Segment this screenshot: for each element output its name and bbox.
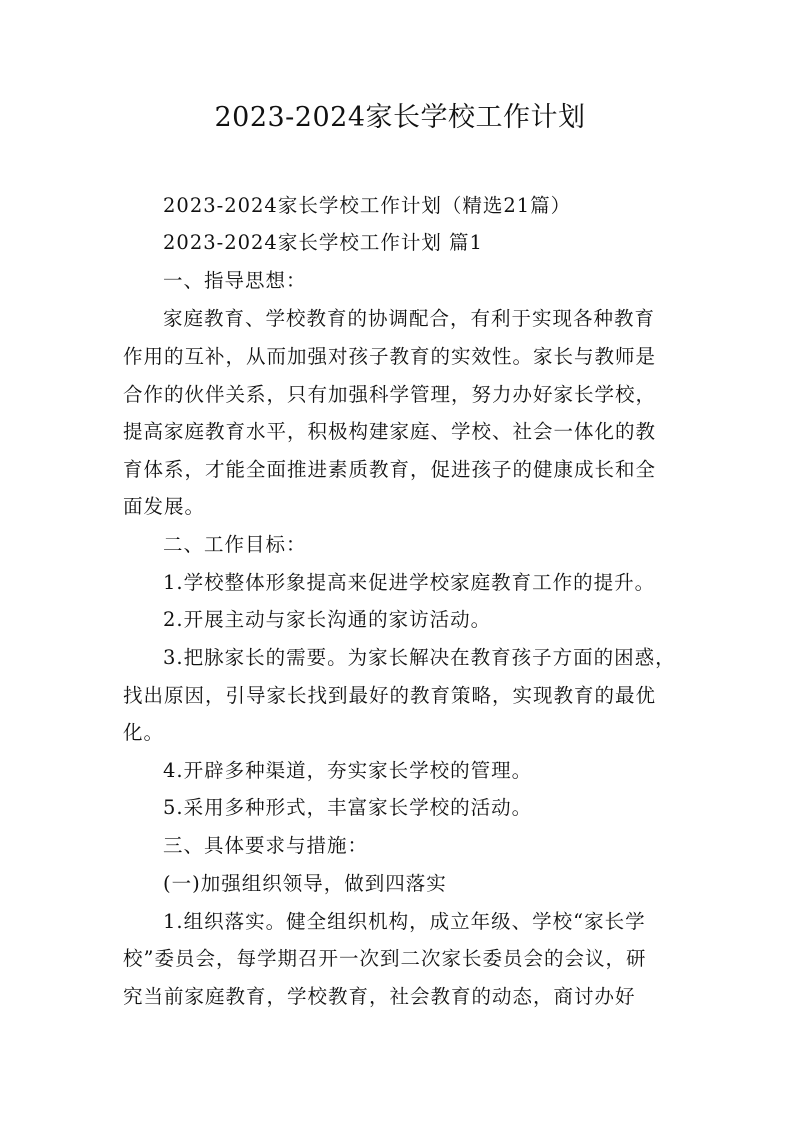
- heading-work-goals: 二、工作目标：: [163, 533, 307, 556]
- goal-item-3-continued: 化。: [123, 721, 165, 744]
- paragraph-line: 育体系，才能全面推进素质教育，促进孩子的健康成长和全: [123, 458, 657, 481]
- subtitle-line: 2023-2024家长学校工作计划（精选21篇）: [163, 194, 572, 217]
- goal-item-5: 5.采用多种形式，丰富家长学校的活动。: [163, 796, 533, 819]
- measure-item-1-continued: 校”委员会，每学期召开一次到二次家长委员会的会议，研: [123, 947, 647, 970]
- heading-requirements-measures: 三、具体要求与措施：: [163, 834, 369, 857]
- paragraph-line: 提高家庭教育水平，积极构建家庭、学校、社会一体化的教: [123, 420, 657, 443]
- paragraph-line: 家庭教育、学校教育的协调配合，有利于实现各种教育: [163, 307, 656, 330]
- heading-guiding-ideology: 一、指导思想：: [163, 269, 307, 292]
- document-title: 2023-2024家长学校工作计划: [214, 102, 586, 133]
- paragraph-line: 面发展。: [123, 495, 206, 518]
- goal-item-3-continued: 找出原因，引导家长找到最好的教育策略，实现教育的最优: [123, 684, 657, 707]
- paragraph-line: 作用的互补，从而加强对孩子教育的实效性。家长与教师是: [123, 345, 657, 368]
- goal-item-1: 1.学校整体形象提高来促进学校家庭教育工作的提升。: [163, 571, 656, 594]
- measure-item-1-continued: 究当前家庭教育，学校教育，社会教育的动态，商讨办好: [123, 985, 636, 1008]
- goal-item-3: 3.把脉家长的需要。为家长解决在教育孩子方面的困惑，: [163, 646, 676, 669]
- goal-item-2: 2.开展主动与家长沟通的家访活动。: [163, 608, 492, 631]
- goal-item-4: 4.开辟多种渠道，夯实家长学校的管理。: [163, 759, 533, 782]
- section-heading-line: 2023-2024家长学校工作计划 篇1: [163, 231, 483, 254]
- paragraph-line: 合作的伙伴关系，只有加强科学管理，努力办好家长学校，: [123, 383, 657, 406]
- measure-item-1: 1.组织落实。健全组织机构，成立年级、学校“家长学: [163, 910, 646, 933]
- subheading-organization: (一)加强组织领导，做到四落实: [163, 872, 447, 895]
